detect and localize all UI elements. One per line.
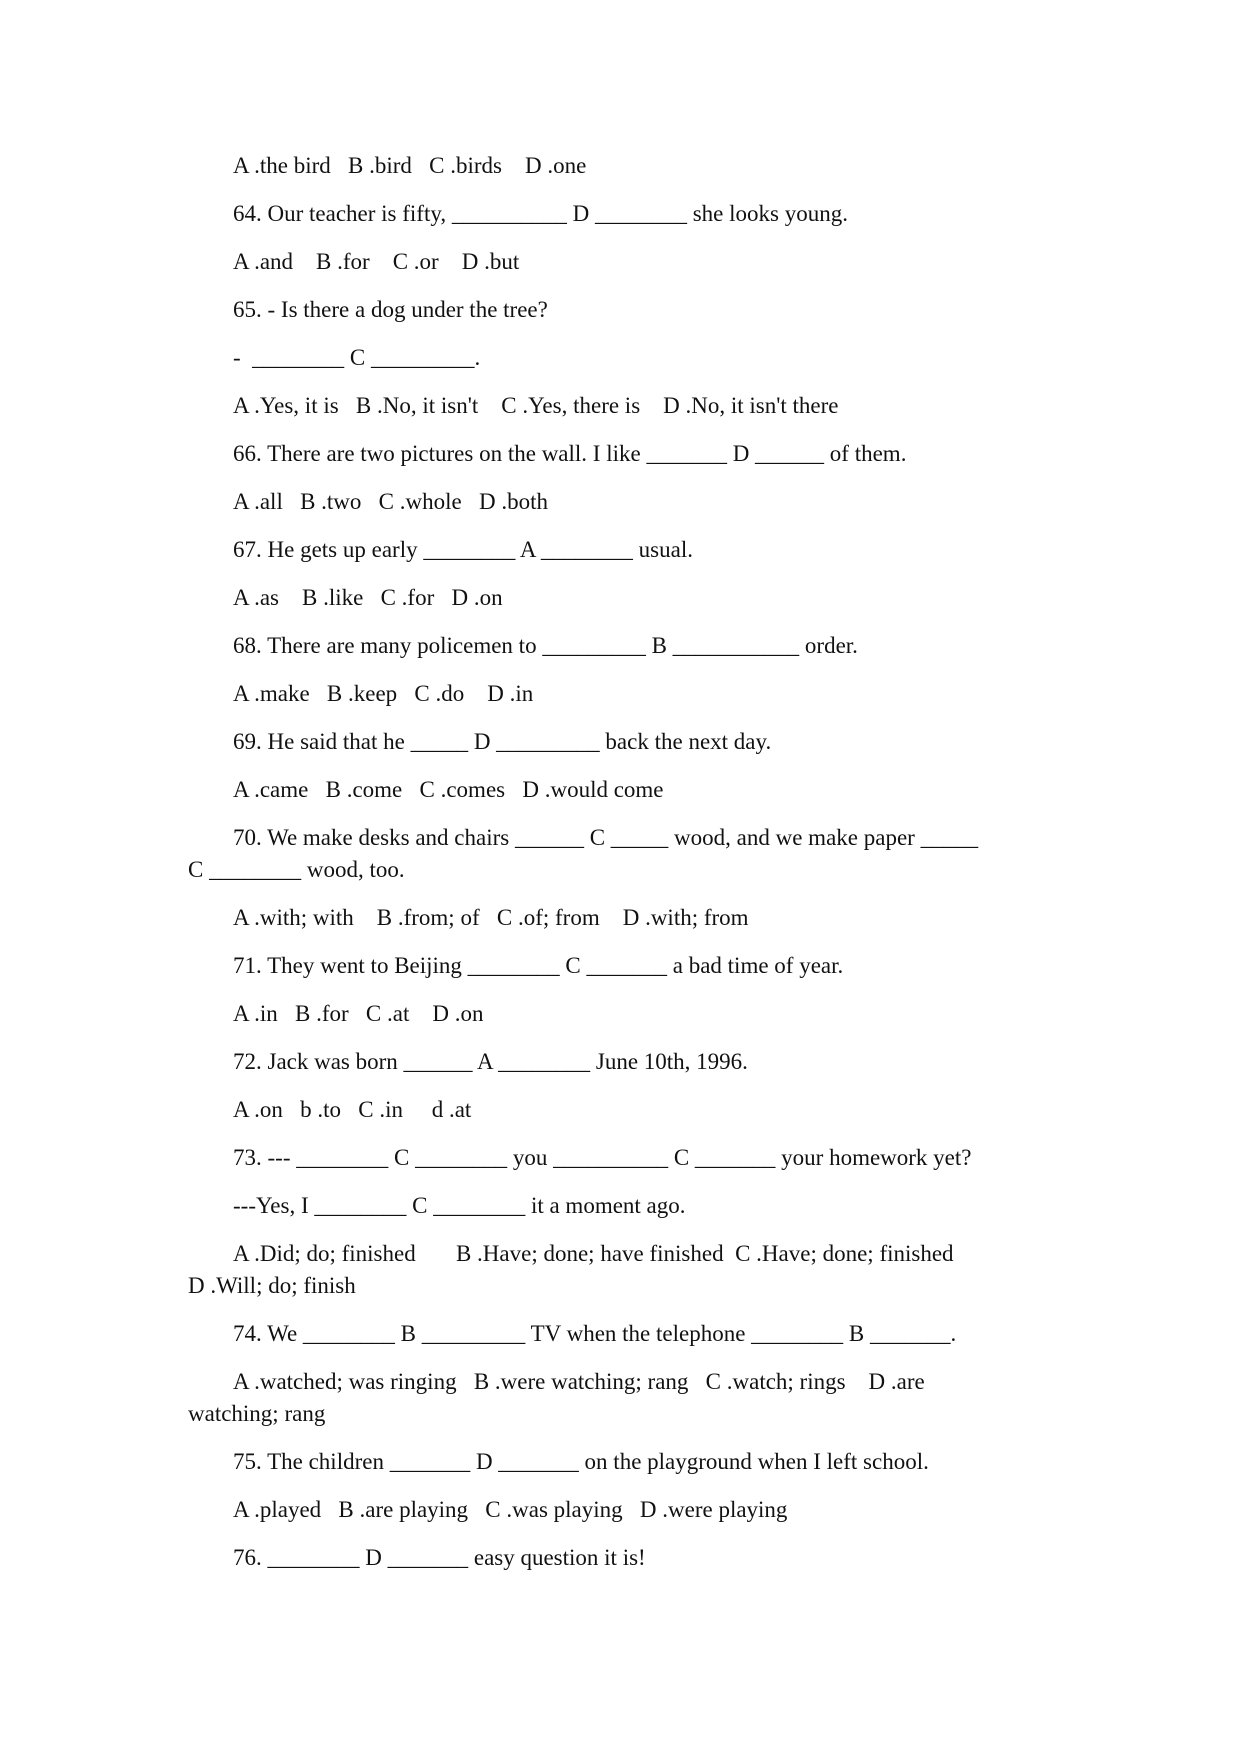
q65-options: A .Yes, it is B .No, it isn't C .Yes, there is D .No, it isn't there <box>233 393 839 418</box>
q63-options: A .the bird B .bird C .birds D .one <box>233 153 587 178</box>
q72-options: A .on b .to C .in d .at <box>233 1097 472 1122</box>
q68-question: 68. There are many policemen to _________ B ___________ order. <box>233 633 858 658</box>
q73-options-cont: D .Will; do; finish <box>188 1273 356 1298</box>
q64-options: A .and B .for C .or D .but <box>233 249 520 274</box>
q65-answer-line: - ________ C _________. <box>233 345 481 370</box>
q68-options: A .make B .keep C .do D .in <box>233 681 534 706</box>
q73-question: 73. --- ________ C ________ you __________ C _______ your homework yet? <box>233 1145 972 1170</box>
q64-question: 64. Our teacher is fifty, __________ D ________ she looks young. <box>233 201 848 226</box>
q71-question: 71. They went to Beijing ________ C _______ a bad time of year. <box>233 953 844 978</box>
q67-options: A .as B .like C .for D .on <box>233 585 503 610</box>
q75-question: 75. The children _______ D _______ on the playground when I left school. <box>233 1449 929 1474</box>
q65-question: 65. - Is there a dog under the tree? <box>233 297 548 322</box>
q69-options: A .came B .come C .comes D .would come <box>233 777 664 802</box>
q74-options-cont: watching; rang <box>188 1401 326 1426</box>
q70-options: A .with; with B .from; of C .of; from D .with; from <box>233 905 749 930</box>
q67-question: 67. He gets up early ________ A ________ usual. <box>233 537 693 562</box>
q70-question-cont: C ________ wood, too. <box>188 857 405 882</box>
q74-options: A .watched; was ringing B .were watching; rang C .watch; rings D .are <box>233 1369 925 1394</box>
q66-options: A .all B .two C .whole D .both <box>233 489 548 514</box>
q69-question: 69. He said that he _____ D _________ back the next day. <box>233 729 772 754</box>
q76-question: 76. ________ D _______ easy question it is! <box>233 1545 646 1570</box>
q74-question: 74. We ________ B _________ TV when the telephone ________ B _______. <box>233 1321 957 1346</box>
q75-options: A .played B .are playing C .was playing D .were playing <box>233 1497 788 1522</box>
q70-question: 70. We make desks and chairs ______ C _____ wood, and we make paper _____ <box>233 825 979 850</box>
q73-options: A .Did; do; finished B .Have; done; have finished C .Have; done; finished <box>233 1241 954 1266</box>
q71-options: A .in B .for C .at D .on <box>233 1001 484 1026</box>
q66-question: 66. There are two pictures on the wall. I like _______ D ______ of them. <box>233 441 907 466</box>
q72-question: 72. Jack was born ______ A ________ June 10th, 1996. <box>233 1049 748 1074</box>
q73-answer-line: ---Yes, I ________ C ________ it a moment ago. <box>233 1193 686 1218</box>
